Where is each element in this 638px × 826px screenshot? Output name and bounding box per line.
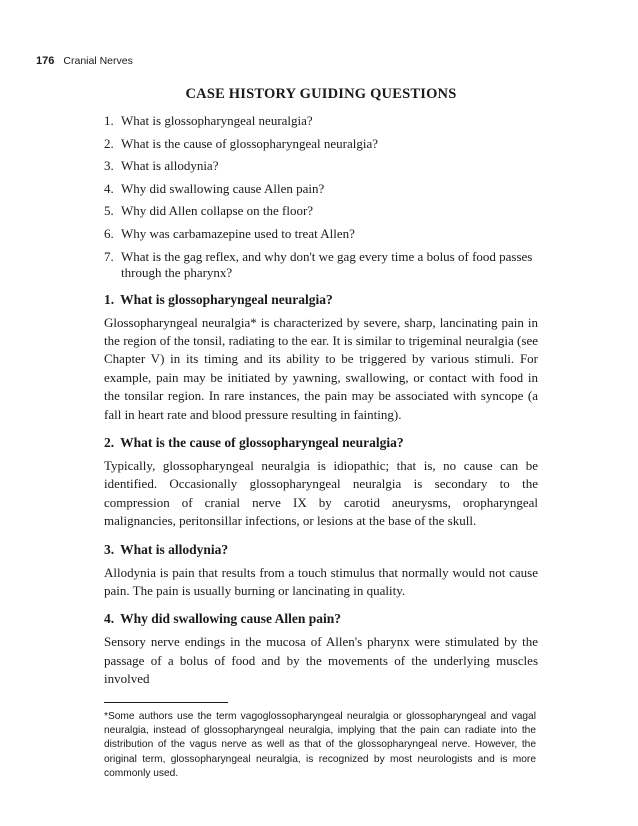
question-text: What is the gag reflex, and why don't we gag every time a bolus of food passes through the pharynx? xyxy=(121,248,533,280)
question-text: What is allodynia? xyxy=(121,158,219,174)
section-body: Allodynia is pain that results from a touch stimulus that normally would not cause pain. The pain is usually burning or lancinating in quality. xyxy=(104,564,538,599)
page-content xyxy=(104,86,538,689)
list-item xyxy=(104,136,538,152)
section-number: 3. xyxy=(104,541,115,557)
section-body: Sensory nerve endings in the mucosa of Allen's pharynx were stimulated by the passage of a bolus of food and by the movements of the underlying muscles involved xyxy=(104,634,538,687)
section-body: Typically, glossopharyngeal neuralgia is idiopathic; that is, no cause can be identified. Occasionally glossopharyngeal neuralgia is secondary to the compression of cranial nerve IX by carotid aneurysms, oropharyngeal malignancies, peritonsillar infections, or lesions at the base of the skull. xyxy=(104,458,538,529)
question-text: What is glossopharyngeal neuralgia? xyxy=(121,113,313,128)
item-number: 7. xyxy=(104,248,114,264)
section-body: Glossopharyngeal neuralgia* is characterized by severe, sharp, lancinating pain in the region of the tonsil, radiating to the ear. It is similar to trigeminal neuralgia (see Chapter V) in its timing and its ability to be triggered by various stimuli. For example, pain may be initiated by yawning, swallowing, or contact with food in the tonsilar region. In rare instances, the pain may be associated with syncope (a fall in heart rate and blood pressure resulting in fainting). xyxy=(104,314,538,422)
item-number: 4. xyxy=(104,180,114,196)
list-item xyxy=(104,113,538,129)
section-heading xyxy=(104,435,538,451)
page-number: 176 xyxy=(36,55,55,67)
list-item xyxy=(104,203,538,219)
running-head xyxy=(36,55,133,67)
list-item xyxy=(104,226,538,242)
section-heading-text: What is glossopharyngeal neuralgia? xyxy=(120,291,333,307)
item-number: 3. xyxy=(104,158,114,174)
page-title: CASE HISTORY GUIDING QUESTIONS xyxy=(185,86,457,102)
section-number: 2. xyxy=(104,435,115,450)
section-heading xyxy=(104,292,538,308)
section-heading-text: What is the cause of glossopharyngeal neuralgia? xyxy=(120,435,404,450)
item-number: 1. xyxy=(104,113,114,128)
answer-section-4 xyxy=(104,611,538,688)
section-heading xyxy=(104,542,538,558)
running-title: Cranial Nerves xyxy=(63,55,133,67)
item-number: 2. xyxy=(104,135,114,151)
item-number: 5. xyxy=(104,203,114,219)
list-item xyxy=(104,181,538,197)
section-heading xyxy=(104,611,538,627)
question-text: Why did Allen collapse on the floor? xyxy=(121,203,314,219)
section-heading-text: What is allodynia? xyxy=(120,541,229,557)
answer-section-2 xyxy=(104,435,538,531)
section-number: 4. xyxy=(104,611,115,627)
list-item xyxy=(104,158,538,174)
list-item xyxy=(104,249,538,281)
section-heading-text: Why did swallowing cause Allen pain? xyxy=(120,611,342,627)
answer-section-1 xyxy=(104,292,538,424)
answer-section-3 xyxy=(104,542,538,601)
question-text: Why did swallowing cause Allen pain? xyxy=(121,180,325,196)
question-text: Why was carbamazepine used to treat Allen? xyxy=(121,225,355,241)
footnote-divider xyxy=(104,702,228,703)
section-number: 1. xyxy=(104,291,115,307)
footnote: *Some authors use the term vagoglossopharyngeal neuralgia or glossopharyngeal and vagal neuralgia, instead of glossopharyngeal neuralgia, implying that the pain can radiate into the distribution of the vagus nerve as well as that of the glossopharyngeal nerve. However, the original term, glossopharyngeal neuralgia, is recognized by most neurologists and is more commonly used. xyxy=(104,711,536,779)
item-number: 6. xyxy=(104,225,114,241)
guiding-questions-list xyxy=(104,113,538,281)
question-text: What is the cause of glossopharyngeal neuralgia? xyxy=(121,135,379,151)
